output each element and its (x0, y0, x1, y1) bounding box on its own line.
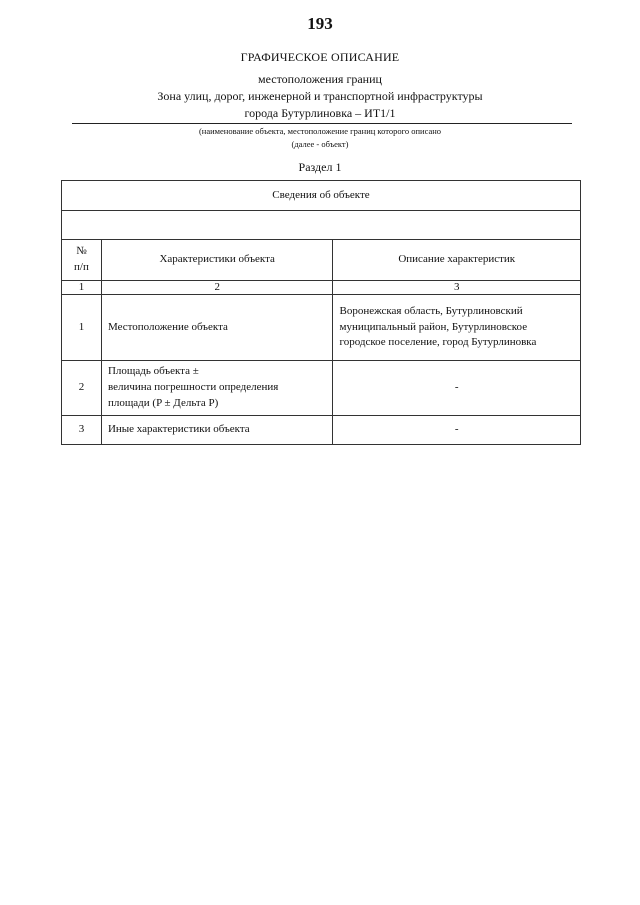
row-1-description-line-3: городское поселение, город Бутурлиновка (339, 336, 537, 349)
column-numbers-row (62, 281, 581, 295)
table-row (62, 416, 581, 445)
row-1-description-line-1: Воронежская область, Бутурлиновский (339, 304, 523, 317)
document-title: ГРАФИЧЕСКОЕ ОПИСАНИЕ (240, 50, 400, 64)
header-number-line-1: № (76, 245, 87, 258)
object-note-line-1: (наименование объекта, местоположение границ которого описано (198, 126, 442, 136)
row-2-description: - (333, 361, 581, 416)
column-number-1: 1 (62, 281, 102, 295)
column-number-3: 3 (333, 281, 581, 295)
header-number (62, 240, 102, 281)
header-description: Описание характеристик (333, 240, 581, 281)
section-title: Раздел 1 (298, 160, 342, 174)
object-note-line-2: (далее - объект) (291, 139, 349, 149)
object-info-table (61, 180, 581, 445)
row-3-characteristic: Иные характеристики объекта (101, 416, 333, 445)
table-row (62, 361, 581, 416)
row-2-number: 2 (62, 361, 102, 416)
row-2-characteristic-line-3: площади (P ± Дельта P) (107, 396, 219, 409)
row-1-number: 1 (62, 295, 102, 361)
subtitle-line-3: города Бутурлиновка – ИТ1/1 (244, 106, 396, 120)
row-3-description: - (333, 416, 581, 445)
subtitle-line-2: Зона улиц, дорог, инженерной и транспортной инфраструктуры (157, 89, 483, 103)
column-number-2: 2 (101, 281, 333, 295)
row-1-characteristic: Местоположение объекта (101, 295, 333, 361)
header-number-line-2: п/п (74, 261, 89, 273)
row-2-characteristic-line-1: Площадь объекта ± (107, 365, 199, 378)
row-2-characteristic-line-2: величина погрешности определения (107, 381, 279, 394)
table-caption: Сведения об объекте (62, 181, 581, 211)
table-row (62, 295, 581, 361)
row-2-characteristic (101, 361, 333, 416)
row-1-description (333, 295, 581, 361)
table-header-row (62, 240, 581, 281)
table-empty-row (62, 211, 581, 240)
page-number: 193 (307, 14, 333, 33)
subtitle-line-1: местоположения границ (258, 72, 382, 86)
title-underline (72, 123, 572, 124)
row-1-description-line-2: муниципальный район, Бутурлиновское (339, 320, 528, 333)
header-characteristics: Характеристики объекта (101, 240, 333, 281)
table-caption-row (62, 181, 581, 211)
empty-cell (62, 211, 581, 240)
row-3-number: 3 (62, 416, 102, 445)
